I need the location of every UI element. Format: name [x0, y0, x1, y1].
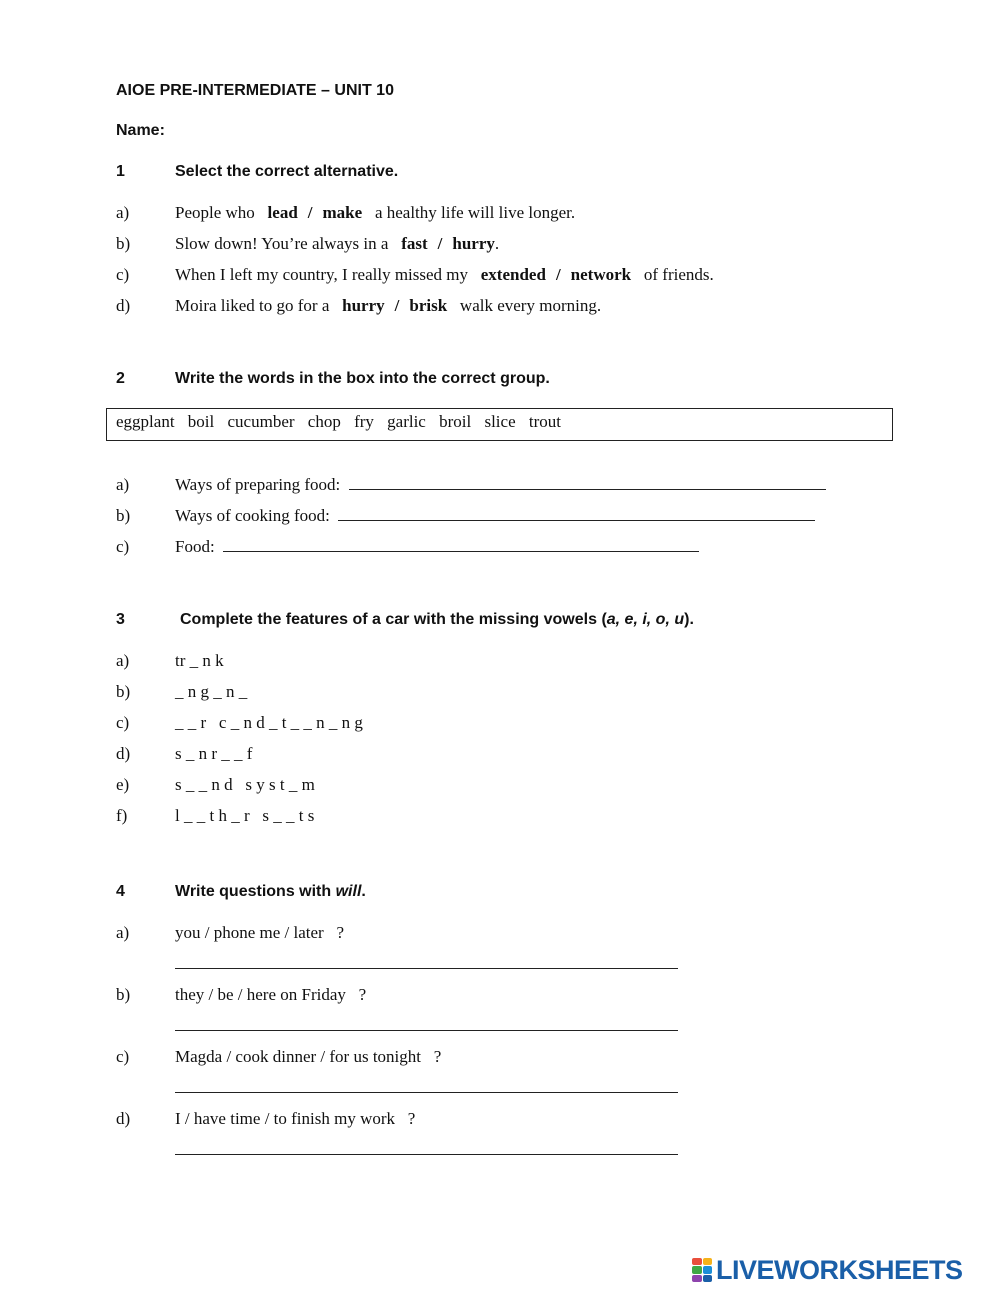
s3-item-c-label: c) [116, 713, 130, 732]
name-label: Name: [116, 122, 165, 139]
s2-item-c-label: c) [116, 537, 130, 556]
s4-item-b-label: b) [116, 985, 131, 1004]
s4-item-d-label: d) [116, 1109, 131, 1128]
s2-item-b [175, 506, 815, 526]
s4-item-a-prompt: you / phone me / later ? [175, 923, 345, 942]
liveworksheets-logo-icon [692, 1258, 712, 1282]
s1-item-b-after: . [494, 234, 500, 253]
s4-item-d-answer-line[interactable] [175, 1154, 678, 1155]
section4-title-end: . [361, 883, 366, 900]
s1-item-d-before: Moira liked to go for a [175, 296, 330, 315]
s1-item-a-slash: / [307, 203, 313, 222]
s3-item-b-label: b) [116, 682, 131, 701]
s3-item-f-text[interactable]: l _ _ t h _ r s _ _ t s [175, 806, 315, 825]
s2-item-c [175, 537, 699, 557]
s3-item-a-label: a) [116, 651, 130, 670]
s1-item-b-before: Slow down! You’re always in a [175, 234, 389, 253]
section4-title-text: Write questions with [175, 883, 336, 900]
s1-item-c-slash: / [555, 265, 561, 284]
section3-number: 3 [116, 611, 125, 628]
s1-item-d-slash: / [394, 296, 400, 315]
s1-item-a-option-1[interactable]: lead [267, 203, 298, 222]
s1-item-a-after: a healthy life will live longer. [374, 203, 576, 222]
logo-tile [692, 1258, 702, 1265]
s1-item-b-option-1[interactable]: fast [401, 234, 428, 253]
section3-title-end: ). [684, 611, 694, 628]
section2-number: 2 [116, 370, 125, 387]
word-item[interactable]: garlic [387, 412, 426, 431]
logo-tile [703, 1275, 713, 1282]
s1-item-c-option-2[interactable]: network [570, 265, 632, 284]
logo-text: LIVEWORKSHEETS [716, 1254, 963, 1285]
s3-item-c-text[interactable]: _ _ r c _ n d _ t _ _ n _ n g [175, 713, 363, 732]
s3-item-b-text[interactable]: _ n g _ n _ [175, 682, 248, 701]
word-item[interactable]: slice [484, 412, 516, 431]
s4-item-c-label: c) [116, 1047, 130, 1066]
s3-item-f-label: f) [116, 806, 128, 825]
s4-item-d-prompt: I / have time / to finish my work ? [175, 1109, 416, 1128]
s1-item-d-after: walk every morning. [459, 296, 602, 315]
s2-item-b-text: Ways of cooking food: [175, 506, 330, 525]
s2-item-c-text: Food: [175, 537, 215, 556]
s1-item-c-before: When I left my country, I really missed my [175, 265, 469, 284]
s2-item-a-answer-line[interactable] [349, 475, 826, 490]
logo-tile [692, 1275, 702, 1282]
s3-item-e-label: e) [116, 775, 130, 794]
section4-title-will: will [335, 883, 362, 900]
s3-item-a-text[interactable]: tr _ n k [175, 651, 224, 670]
s4-item-c-answer-line[interactable] [175, 1092, 678, 1093]
s1-item-d [175, 296, 601, 316]
s1-item-c-label: c) [116, 265, 130, 284]
s1-item-b-slash: / [437, 234, 443, 253]
s4-item-b-prompt: they / be / here on Friday ? [175, 985, 367, 1004]
s3-item-e-text[interactable]: s _ _ n d s y s t _ m [175, 775, 315, 794]
s1-item-a [175, 203, 575, 223]
section2-title: Write the words in the box into the correct group. [175, 370, 550, 387]
s1-item-a-label: a) [116, 203, 130, 222]
s1-item-d-label: d) [116, 296, 131, 315]
s1-item-a-before: People who [175, 203, 255, 222]
s2-item-b-answer-line[interactable] [338, 506, 815, 521]
section3-title [180, 611, 694, 629]
s2-item-a [175, 475, 826, 495]
liveworksheets-logo [692, 1256, 963, 1284]
s1-item-b-option-2[interactable]: hurry [452, 234, 495, 253]
section1-title: Select the correct alternative. [175, 163, 399, 180]
s4-item-b-answer-line[interactable] [175, 1030, 678, 1031]
logo-tile [703, 1258, 713, 1265]
section4-title [175, 883, 366, 901]
s1-item-c-after: of friends. [643, 265, 714, 284]
s2-item-c-answer-line[interactable] [223, 537, 699, 552]
word-box [106, 408, 893, 441]
s2-item-a-label: a) [116, 475, 130, 494]
word-item[interactable]: eggplant [116, 412, 175, 431]
section3-title-vowels: a, e, i, o, u [606, 611, 685, 628]
s1-item-d-option-1[interactable]: hurry [342, 296, 385, 315]
s4-item-a-label: a) [116, 923, 130, 942]
logo-tile [703, 1266, 713, 1273]
section1-number: 1 [116, 163, 125, 180]
s1-item-b-label: b) [116, 234, 131, 253]
section3-title-text: Complete the features of a car with the missing vowels ( [180, 611, 607, 628]
s3-item-d-label: d) [116, 744, 131, 763]
word-item[interactable]: cucumber [227, 412, 295, 431]
s3-item-d-text[interactable]: s _ n r _ _ f [175, 744, 253, 763]
section4-number: 4 [116, 883, 125, 900]
s1-item-c-option-1[interactable]: extended [480, 265, 546, 284]
word-item[interactable]: fry [354, 412, 374, 431]
logo-tile [692, 1266, 702, 1273]
s1-item-c [175, 265, 714, 285]
word-item[interactable]: chop [307, 412, 341, 431]
word-item[interactable]: boil [187, 412, 215, 431]
s4-item-a-answer-line[interactable] [175, 968, 678, 969]
word-item[interactable]: trout [528, 412, 561, 431]
s2-item-a-text: Ways of preparing food: [175, 475, 341, 494]
s4-item-c-prompt: Magda / cook dinner / for us tonight ? [175, 1047, 442, 1066]
s1-item-a-option-2[interactable]: make [322, 203, 363, 222]
s1-item-b [175, 234, 499, 254]
word-item[interactable]: broil [439, 412, 472, 431]
s1-item-d-option-2[interactable]: brisk [409, 296, 448, 315]
s2-item-b-label: b) [116, 506, 131, 525]
worksheet-title: AIOE PRE-INTERMEDIATE – UNIT 10 [116, 82, 394, 99]
